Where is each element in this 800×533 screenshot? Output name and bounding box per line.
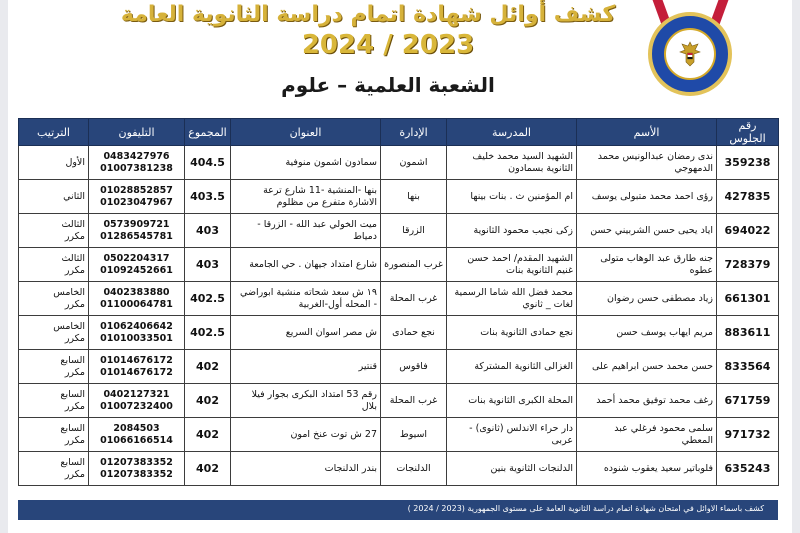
rank-note: مكرر: [64, 332, 85, 344]
table-row: [19, 384, 779, 418]
student-name: اياد يحيى حسن الشربيني حسن: [577, 214, 717, 248]
school-name: نجع حمادى الثانوية بنات: [447, 316, 577, 350]
administration: غرب المحلة: [381, 282, 447, 316]
table-header-row: [19, 119, 779, 146]
col-total: المجموع: [185, 119, 231, 146]
student-name: ندى رمضان عبدالونيس محمد الدمهوجي: [577, 146, 717, 180]
seal-emblem: [664, 28, 716, 80]
rank: [19, 146, 89, 180]
total-score: 402: [185, 384, 231, 418]
student-name: رغف محمد توفيق محمد أحمد: [577, 384, 717, 418]
phone-numbers: [89, 418, 185, 452]
phone-1: 01014676172: [100, 354, 173, 366]
phone-1: 0573909721: [103, 218, 170, 230]
school-name: زكى نجيب محمود الثانوية: [447, 214, 577, 248]
administration: غرب المنصورة: [381, 248, 447, 282]
eagle-icon: [678, 40, 702, 68]
table-row: [19, 350, 779, 384]
address: رقم 53 امتداد البكرى بجوار فيلا بلال: [231, 384, 381, 418]
rank-note: مكرر: [64, 400, 85, 412]
col-administration: الإدارة: [381, 119, 447, 146]
phone-2: 01007232400: [100, 400, 173, 412]
rank-label: السابع: [60, 388, 85, 400]
rank: [19, 418, 89, 452]
table-row: [19, 146, 779, 180]
rank: [19, 180, 89, 214]
phone-numbers: [89, 214, 185, 248]
table-row: [19, 214, 779, 248]
school-name: الشهيد السيد محمد خليف الثانوية بسمادون: [447, 146, 577, 180]
seat-number: 728379: [717, 248, 779, 282]
document-sheet: [8, 0, 792, 533]
total-score: 402.5: [185, 282, 231, 316]
rank: [19, 282, 89, 316]
school-name: ام المؤمنين ث . بنات بينها: [447, 180, 577, 214]
rank: [19, 316, 89, 350]
phone-numbers: [89, 316, 185, 350]
rank: [19, 214, 89, 248]
rank-note: مكرر: [64, 468, 85, 480]
student-name: فلوباتير سعيد يعقوب شنوده: [577, 452, 717, 486]
rank-label: الخامس: [53, 286, 85, 298]
students-table: [18, 118, 779, 486]
phone-2: 01092452661: [100, 264, 173, 276]
col-phone: التليفون: [89, 119, 185, 146]
phone-1: 01028852857: [100, 184, 173, 196]
phone-2: 01014676172: [100, 366, 173, 378]
total-score: 402.5: [185, 316, 231, 350]
administration: فاقوس: [381, 350, 447, 384]
seat-number: 427835: [717, 180, 779, 214]
footer-caption: كشف باسماء الاوائل في امتحان شهادة اتمام دراسة الثانوية العامة على مستوى الجمهورية (2023 / 2024 ): [18, 500, 778, 520]
table-row: [19, 282, 779, 316]
total-score: 402: [185, 350, 231, 384]
rank-note: مكرر: [64, 298, 85, 310]
rank-label: الثالث: [61, 252, 85, 264]
administration: الدلنجات: [381, 452, 447, 486]
rank-label: الخامس: [53, 320, 85, 332]
phone-numbers: [89, 384, 185, 418]
students-table-container: [18, 118, 778, 486]
rank-label: الأول: [65, 156, 85, 168]
rank: [19, 452, 89, 486]
rank: [19, 350, 89, 384]
table-row: [19, 180, 779, 214]
col-seat-number: رقم الجلوس: [717, 119, 779, 146]
school-name: الغزالى الثانوية المشتركة: [447, 350, 577, 384]
col-school: المدرسة: [447, 119, 577, 146]
phone-2: 01066166514: [100, 434, 173, 446]
administration: الزرقا: [381, 214, 447, 248]
rank-label: السابع: [60, 354, 85, 366]
phone-numbers: [89, 180, 185, 214]
seat-number: 694022: [717, 214, 779, 248]
seat-number: 635243: [717, 452, 779, 486]
administration: اسيوط: [381, 418, 447, 452]
address: سمادون اشمون منوفية: [231, 146, 381, 180]
rank-note: مكرر: [64, 264, 85, 276]
total-score: 402: [185, 452, 231, 486]
phone-numbers: [89, 248, 185, 282]
table-row: [19, 418, 779, 452]
student-name: سلمى محمود فرغلي عبد المعطي: [577, 418, 717, 452]
col-name: الأسم: [577, 119, 717, 146]
administration: غرب المحلة: [381, 384, 447, 418]
student-name: مريم ايهاب يوسف حسن: [577, 316, 717, 350]
total-score: 403.5: [185, 180, 231, 214]
rank-note: مكرر: [64, 366, 85, 378]
seat-number: 833564: [717, 350, 779, 384]
phone-numbers: [89, 146, 185, 180]
address: ١٩ ش سعد شحاته منشية ابوراضي - المحله أول-الغربية: [231, 282, 381, 316]
school-name: المحلة الكبرى الثانوية بنات: [447, 384, 577, 418]
administration: نجع حمادى: [381, 316, 447, 350]
student-name: حسن محمد حسن ابراهيم على: [577, 350, 717, 384]
seat-number: 661301: [717, 282, 779, 316]
rank-label: السابع: [60, 422, 85, 434]
school-name: محمد فضل الله شاما الرسمية لغات _ ثانوي: [447, 282, 577, 316]
seat-number: 671759: [717, 384, 779, 418]
ministry-seal-icon: [648, 12, 732, 96]
col-address: العنوان: [231, 119, 381, 146]
seat-number: 971732: [717, 418, 779, 452]
address: بندر الدلنجات: [231, 452, 381, 486]
seat-number: 359238: [717, 146, 779, 180]
rank: [19, 384, 89, 418]
student-name: جنه طارق عبد الوهاب متولى عطوه: [577, 248, 717, 282]
address: بنها -المنشية -11 شارع ترعة الاشارة متفرع من مظلوم: [231, 180, 381, 214]
phone-2: 01286545781: [100, 230, 173, 242]
academic-year: 2024 / 2023: [301, 30, 475, 60]
rank-label: الثاني: [63, 190, 85, 202]
address: ميت الخولي عبد الله - الزرقا - دمياط: [231, 214, 381, 248]
address: 27 ش توت عنخ امون: [231, 418, 381, 452]
student-name: زياد مصطفى حسن رضوان: [577, 282, 717, 316]
address: ش مصر اسوان السريع: [231, 316, 381, 350]
seat-number: 883611: [717, 316, 779, 350]
address: شارع امتداد جيهان . حي الجامعة: [231, 248, 381, 282]
phone-numbers: [89, 282, 185, 316]
address: قنتير: [231, 350, 381, 384]
rank-label: السابع: [60, 456, 85, 468]
phone-2: 01023047967: [100, 196, 173, 208]
phone-1: 0502204317: [103, 252, 170, 264]
phone-2: 01007381238: [100, 162, 173, 174]
rank-note: مكرر: [64, 434, 85, 446]
col-rank: الترتيب: [19, 119, 89, 146]
phone-1: 01062406642: [100, 320, 173, 332]
total-score: 403: [185, 214, 231, 248]
student-name: رؤى احمد محمد متبولى يوسف: [577, 180, 717, 214]
phone-1: 0402383880: [103, 286, 170, 298]
section-title: الشعبة العلمية – علوم: [281, 73, 495, 97]
table-row: [19, 452, 779, 486]
administration: بنها: [381, 180, 447, 214]
phone-1: 0483427976: [103, 150, 170, 162]
phone-2: 01010033501: [100, 332, 173, 344]
phone-2: 01100064781: [100, 298, 173, 310]
rank: [19, 248, 89, 282]
phone-numbers: [89, 350, 185, 384]
rank-note: مكرر: [64, 230, 85, 242]
school-name: الدلنجات الثانوية بنين: [447, 452, 577, 486]
phone-1: 01207383352: [100, 456, 173, 468]
total-score: 404.5: [185, 146, 231, 180]
total-score: 402: [185, 418, 231, 452]
phone-1: 0402127321: [103, 388, 170, 400]
school-name: الشهيد المقدم/ احمد حسن غنيم الثانوية بنات: [447, 248, 577, 282]
table-row: [19, 248, 779, 282]
document-title: كشف أوائل شهادة اتمام دراسة الثانوية العامة: [120, 2, 616, 27]
phone-2: 01207383352: [100, 468, 173, 480]
administration: اشمون: [381, 146, 447, 180]
phone-1: 2084503: [113, 422, 160, 434]
table-row: [19, 316, 779, 350]
phone-numbers: [89, 452, 185, 486]
school-name: دار حراء الاندلس (ثانوى) - عربى: [447, 418, 577, 452]
rank-label: الثالث: [61, 218, 85, 230]
total-score: 403: [185, 248, 231, 282]
